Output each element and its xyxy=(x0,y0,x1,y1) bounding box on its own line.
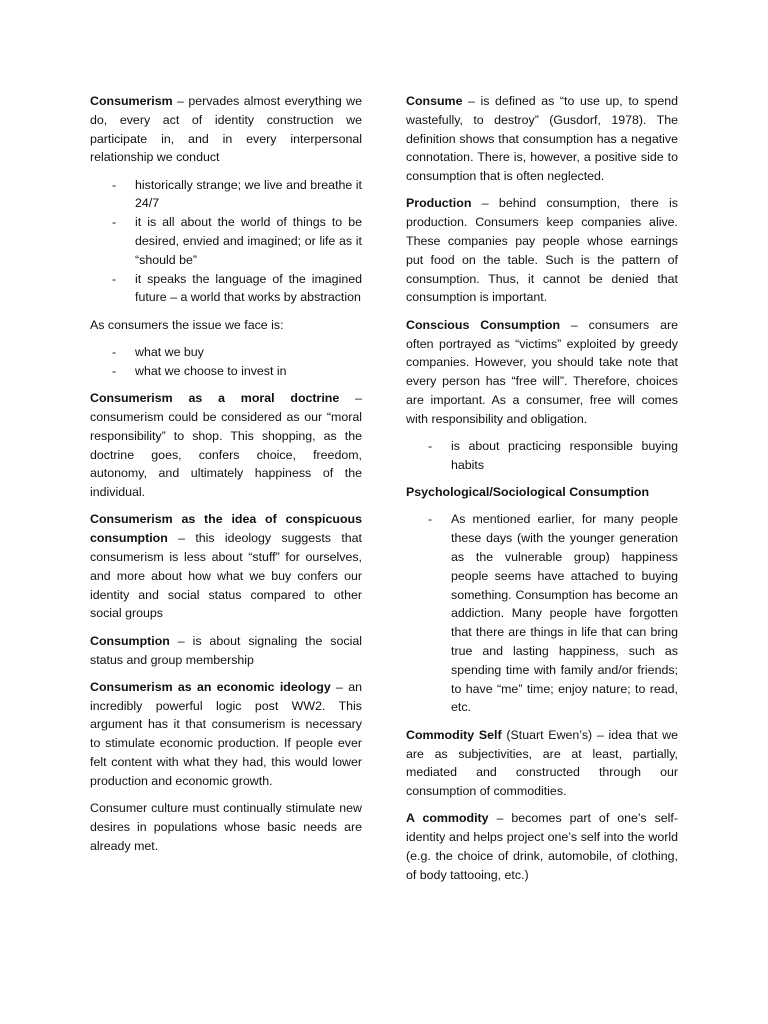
psych-socio-bullets xyxy=(406,510,678,717)
right-column xyxy=(406,92,678,893)
list-item: - historically strange; we live and breathe it 24/7 xyxy=(90,176,362,214)
term-conscious-consumption: Conscious Consumption xyxy=(406,317,561,332)
consumer-issue-intro: As consumers the issue we face is: xyxy=(90,317,284,332)
list-item: - it speaks the language of the imagined future – a world that works by abstraction xyxy=(90,270,362,308)
conscious-consumption-paragraph: Conscious Consumption – consumers are often portrayed as “victims” exploited by greedy companies. However, you should take note that every person has “free will”. Therefore, choices are important. As a consumer, free will comes with responsibility and obligation. xyxy=(406,317,678,426)
economic-ideology-paragraph: Consumerism as an economic ideology – an incredibly powerful logic post WW2. This argument has it that consumerism is necessary to stimulate economic production. If people ever felt content with what they had, this would lower production and economic growth. xyxy=(90,679,362,788)
list-item: - As mentioned earlier, for many people these days (with the younger generation as the vulnerable group) happiness people seems have attached to buying something. Consumption has become an addiction. Many people have forgotten that there are things in life that can bring true and lasting happiness, such as spending time with family and/or friends; to have “me” time; enjoy nature; to read, etc. xyxy=(406,510,678,717)
commodity-self-paragraph: Commodity Self (Stuart Ewen’s) – idea that we are as subjectivities, are at least, partially, mediated and constructed through our consumption of commodities. xyxy=(406,727,678,799)
production-paragraph: Production – behind consumption, there is production. Consumers keep companies alive. These companies pay people whose earnings put food on the table. Such is the pattern of consumption. Thus, it cannot be denied that consumption is important. xyxy=(406,196,678,305)
list-item: - is about practicing responsible buying habits xyxy=(406,437,678,475)
list-item: - what we buy xyxy=(90,343,362,362)
moral-doctrine-paragraph: Consumerism as a moral doctrine – consumerism could be considered as our “moral responsibility” to shop. This shopping, as the doctrine goes, confers choice, freedom, autonomy, and ultimately happiness of the individual. xyxy=(90,391,362,500)
list-item: - it is all about the world of things to be desired, envied and imagined; or life as it “should be” xyxy=(90,213,362,269)
consumption-paragraph: Consumption – is about signaling the social status and group membership xyxy=(90,633,362,667)
consumerism-bullets xyxy=(90,176,362,308)
consume-definition: Consume – is defined as “to use up, to spend wastefully, to destroy” (Gusdorf, 1978). The definition shows that consumption has a negative connotation. There is, however, a positive side to consumption that is often neglected. xyxy=(406,94,678,184)
left-column xyxy=(90,92,362,864)
conspicuous-consumption-paragraph: Consumerism as the idea of conspicuous consumption – this ideology suggests that consumerism is less about “stuff” for ourselves, and more about how what we buy confers our identity and social status compared to other social groups xyxy=(90,512,362,621)
term-economic-ideology: Consumerism as an economic ideology xyxy=(90,679,331,694)
list-item: - what we choose to invest in xyxy=(90,362,362,381)
consumerism-definition: Consumerism – pervades almost everything we do, every act of identity construction we participate in, and in every interpersonal relationship we conduct xyxy=(90,94,362,165)
conscious-consumption-bullets xyxy=(406,437,678,475)
consumer-culture-paragraph: Consumer culture must continually stimulate new desires in populations whose basic needs are already met. xyxy=(90,801,362,853)
commodity-paragraph: A commodity – becomes part of one’s self-identity and helps project one’s self into the world (e.g. the choice of drink, automobile, of clothing, of body tattooing, etc.) xyxy=(406,811,678,882)
term-consume: Consume xyxy=(406,94,463,108)
term-moral-doctrine: Consumerism as a moral doctrine xyxy=(90,391,340,406)
psych-socio-heading: Psychological/Sociological Consumption xyxy=(406,485,650,500)
term-consumption: Consumption xyxy=(90,633,170,648)
term-commodity-self: Commodity Self xyxy=(406,727,502,742)
consumer-issue-bullets xyxy=(90,343,362,381)
term-production: Production xyxy=(406,196,472,211)
term-conspicuous-consumption: Consumerism as the idea of conspicuous consumption xyxy=(90,512,362,546)
term-commodity: A commodity xyxy=(406,811,489,826)
term-consumerism: Consumerism xyxy=(90,94,173,108)
